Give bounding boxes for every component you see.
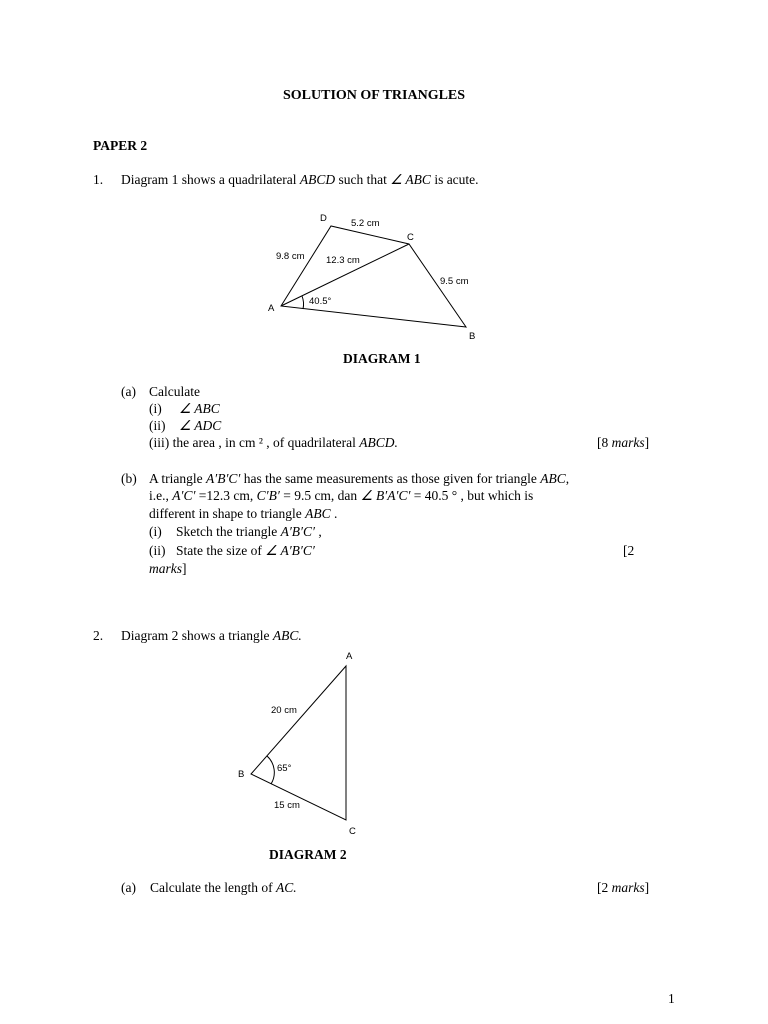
diagram-2-caption: DIAGRAM 2 (269, 847, 347, 862)
angle-a: 40.5° (309, 296, 332, 307)
q2a-marks (597, 880, 649, 896)
angle-b: 65° (277, 763, 292, 774)
length-bc: 15 cm (274, 800, 300, 811)
q1b-marks-bracket: [2 (623, 543, 635, 558)
q1a-marks-a: [8 (597, 435, 612, 450)
q1b-l1b: A′B′C′ (206, 471, 241, 486)
q1a-iii-a: (iii) the area , in cm ² , of quadrilateral (149, 435, 360, 450)
label-a2: A (346, 651, 353, 662)
q1b-label: (b) (121, 471, 137, 486)
length-ab: 20 cm (271, 705, 297, 716)
diagram-1-caption: DIAGRAM 1 (343, 351, 421, 366)
q2a-marks-a: [2 (597, 880, 612, 895)
q1b-l2a: i.e., (149, 488, 173, 503)
q1-intro-c: such that (335, 172, 391, 187)
q2a-marks-b: marks (611, 880, 645, 895)
q1b-l1d: ABC (540, 471, 566, 486)
q2-intro-b: ABC. (272, 628, 302, 643)
q1b-i-a: Sketch the triangle (176, 524, 281, 539)
label-b2: B (238, 769, 245, 780)
label-c: C (407, 232, 414, 243)
q1b-ii-b: ∠ A′B′C′ (265, 543, 315, 558)
q1a-i: ∠ ABC (179, 401, 220, 416)
q1b-line3: different in shape to triangle ABC . (149, 506, 338, 521)
q1a-ii-num: (ii) (149, 418, 166, 433)
q1b-l2g: = 40.5 ° , but which is (410, 488, 534, 503)
q1a-ii: ∠ ADC (179, 418, 222, 433)
q1b-l3a: different in shape to triangle (149, 506, 306, 521)
label-c2: C (349, 826, 356, 837)
q1-number: 1. (93, 172, 104, 187)
q1b-l2f: ∠ B′A′C′ (360, 488, 411, 503)
q2a-marks-c: ] (644, 880, 650, 895)
q1-intro-angle: ∠ ABC (390, 172, 431, 187)
label-d: D (320, 213, 327, 224)
q1b-l1a: A triangle (149, 471, 206, 486)
q1b-l1c: has the same measurements as those given for triangle (240, 471, 541, 486)
angle-arc-b (267, 756, 274, 784)
q1b-ii-a: State the size of (176, 543, 266, 558)
q2a-text-b: AC. (275, 880, 297, 895)
q1b-i-b: A′B′C′ (280, 524, 315, 539)
q2-intro-a: Diagram 2 shows a triangle (121, 628, 273, 643)
q1a-marks-c: ] (644, 435, 650, 450)
triangle-abc (251, 666, 346, 820)
q1a-text: Calculate (149, 384, 200, 399)
q2a-text (150, 880, 297, 896)
q1b-l2c: =12.3 cm, (195, 488, 257, 503)
q1a-i-num: (i) (149, 401, 162, 416)
q2a-label: (a) (121, 880, 136, 895)
length-ad: 9.8 cm (276, 251, 305, 262)
q1b-marks-b: marks (149, 561, 182, 576)
q1-intro-b: ABCD (299, 172, 336, 187)
length-dc: 5.2 cm (351, 218, 380, 229)
document-title: SOLUTION OF TRIANGLES (283, 88, 466, 103)
q1b-line1: A triangle A′B′C′ has the same measurements as those given for triangle ABC, (149, 471, 570, 486)
q1a-iii-b: ABCD. (359, 435, 398, 450)
q1b-l2b: A′C′ (172, 488, 196, 503)
label-a: A (268, 303, 275, 314)
q1-intro-d: is acute. (430, 172, 479, 187)
length-ac: 12.3 cm (326, 255, 360, 266)
label-b: B (469, 331, 476, 342)
page-number: 1 (668, 991, 675, 1006)
q1a-marks-b: marks (611, 435, 645, 450)
q1b-l2d: C′B′ (256, 488, 280, 503)
q1-intro-a: Diagram 1 shows a quadrilateral (121, 172, 300, 187)
q1b-i-num: (i) (149, 524, 162, 539)
q1b-i: Sketch the triangle A′B′C′ , (176, 524, 322, 539)
q1b-l2e: = 9.5 cm, dan (279, 488, 361, 503)
q1b-marks-c: ] (182, 561, 187, 576)
length-cb: 9.5 cm (440, 276, 469, 287)
paper-heading: PAPER 2 (93, 138, 148, 153)
q1b-ii-num: (ii) (149, 543, 166, 558)
q1a-label: (a) (121, 384, 136, 399)
q1b-l3b: ABC (305, 506, 331, 521)
q2-number: 2. (93, 628, 104, 643)
q2a-text-a: Calculate the length of (150, 880, 276, 895)
